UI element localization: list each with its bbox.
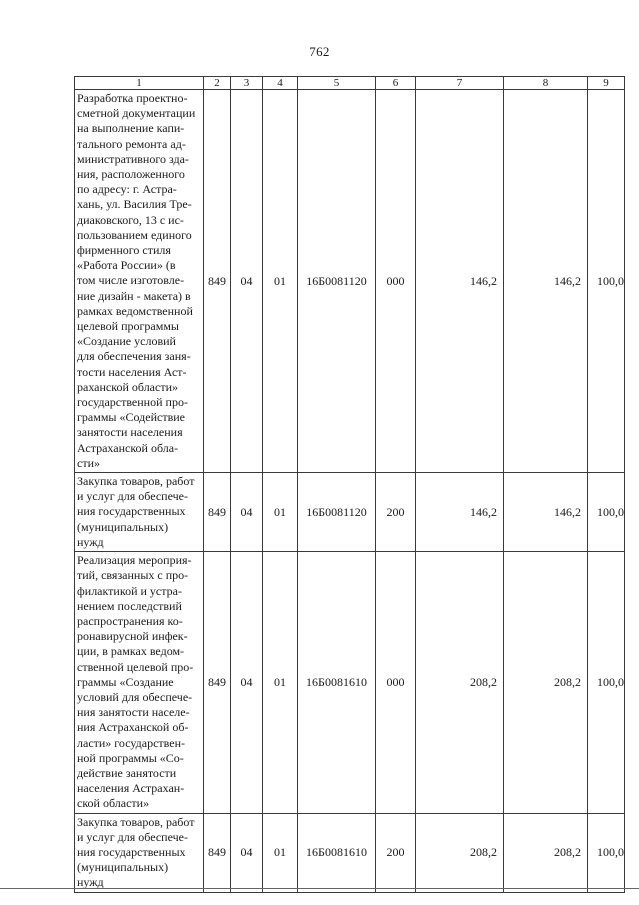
actual-amount: 146,2 [504,90,588,473]
column-header: 8 [504,77,588,90]
ministry-code: 849 [204,90,231,473]
column-header: 1 [75,77,204,90]
item-name: Закупка товаров, работ и услуг для обеспече- ния государственных (муниципальных) нужд [75,473,204,552]
section-code: 04 [231,473,263,552]
planned-amount: 208,2 [416,552,504,813]
target-article-code: 16Б0081610 [298,813,376,892]
column-header: 5 [298,77,376,90]
table-row [75,473,625,552]
actual-amount: 208,2 [504,552,588,813]
subsection-code: 01 [263,552,298,813]
target-article-code: 16Б0081610 [298,552,376,813]
actual-amount: 208,2 [504,813,588,892]
expense-type-code: 200 [376,813,416,892]
column-header: 2 [204,77,231,90]
actual-amount: 146,2 [504,473,588,552]
item-name: Закупка товаров, работ и услуг для обеспече- ния государственных (муниципальных) нужд [75,813,204,892]
table-row [75,813,625,892]
section-code: 04 [231,813,263,892]
planned-amount: 146,2 [416,473,504,552]
page-bottom-divider [0,888,639,889]
execution-percent: 100,0 [588,552,625,813]
table-row [75,90,625,473]
target-article-code: 16Б0081120 [298,473,376,552]
execution-percent: 100,0 [588,473,625,552]
item-name: Разработка проектно- сметной документации на выполнение капи- тального ремонта ад- министративного зда- ния, расположенного по адресу: г. Астра- хань, ул. Василия Тре- диаковского, 13 с ис- пользованием единого фирменного стиля «Работа России» (в том числе изготовле- ние дизайн - макета) в рамках ведомственной целевой программы «Создание условий для обеспечения заня- тости населения Аст- раханской области» государственной про- граммы «Содействие занятости населения Астраханской обла- сти» [75,90,204,473]
budget-table [74,76,625,893]
column-header: 3 [231,77,263,90]
execution-percent: 100,0 [588,813,625,892]
ministry-code: 849 [204,813,231,892]
target-article-code: 16Б0081120 [298,90,376,473]
execution-percent: 100,0 [588,90,625,473]
expense-type-code: 000 [376,90,416,473]
subsection-code: 01 [263,90,298,473]
table-row [75,552,625,813]
subsection-code: 01 [263,473,298,552]
subsection-code: 01 [263,813,298,892]
ministry-code: 849 [204,473,231,552]
column-header: 9 [588,77,625,90]
table-header-row [75,77,625,90]
planned-amount: 208,2 [416,813,504,892]
column-header: 7 [416,77,504,90]
expense-type-code: 200 [376,473,416,552]
section-code: 04 [231,90,263,473]
ministry-code: 849 [204,552,231,813]
planned-amount: 146,2 [416,90,504,473]
item-name: Реализация мероприя- тий, связанных с про- филактикой и устра- нением последствий распространения ко- ронавирусной инфек- ции, в рамках ведом- ственной целевой про- граммы «Создание условий для обеспече- ния занятости населе- ния Астраханской об- ласти» государствен- ной программы «Со- действие занятости населения Астрахан- ской области» [75,552,204,813]
section-code: 04 [231,552,263,813]
column-header: 6 [376,77,416,90]
column-header: 4 [263,77,298,90]
page-number: 762 [309,44,330,59]
expense-type-code: 000 [376,552,416,813]
